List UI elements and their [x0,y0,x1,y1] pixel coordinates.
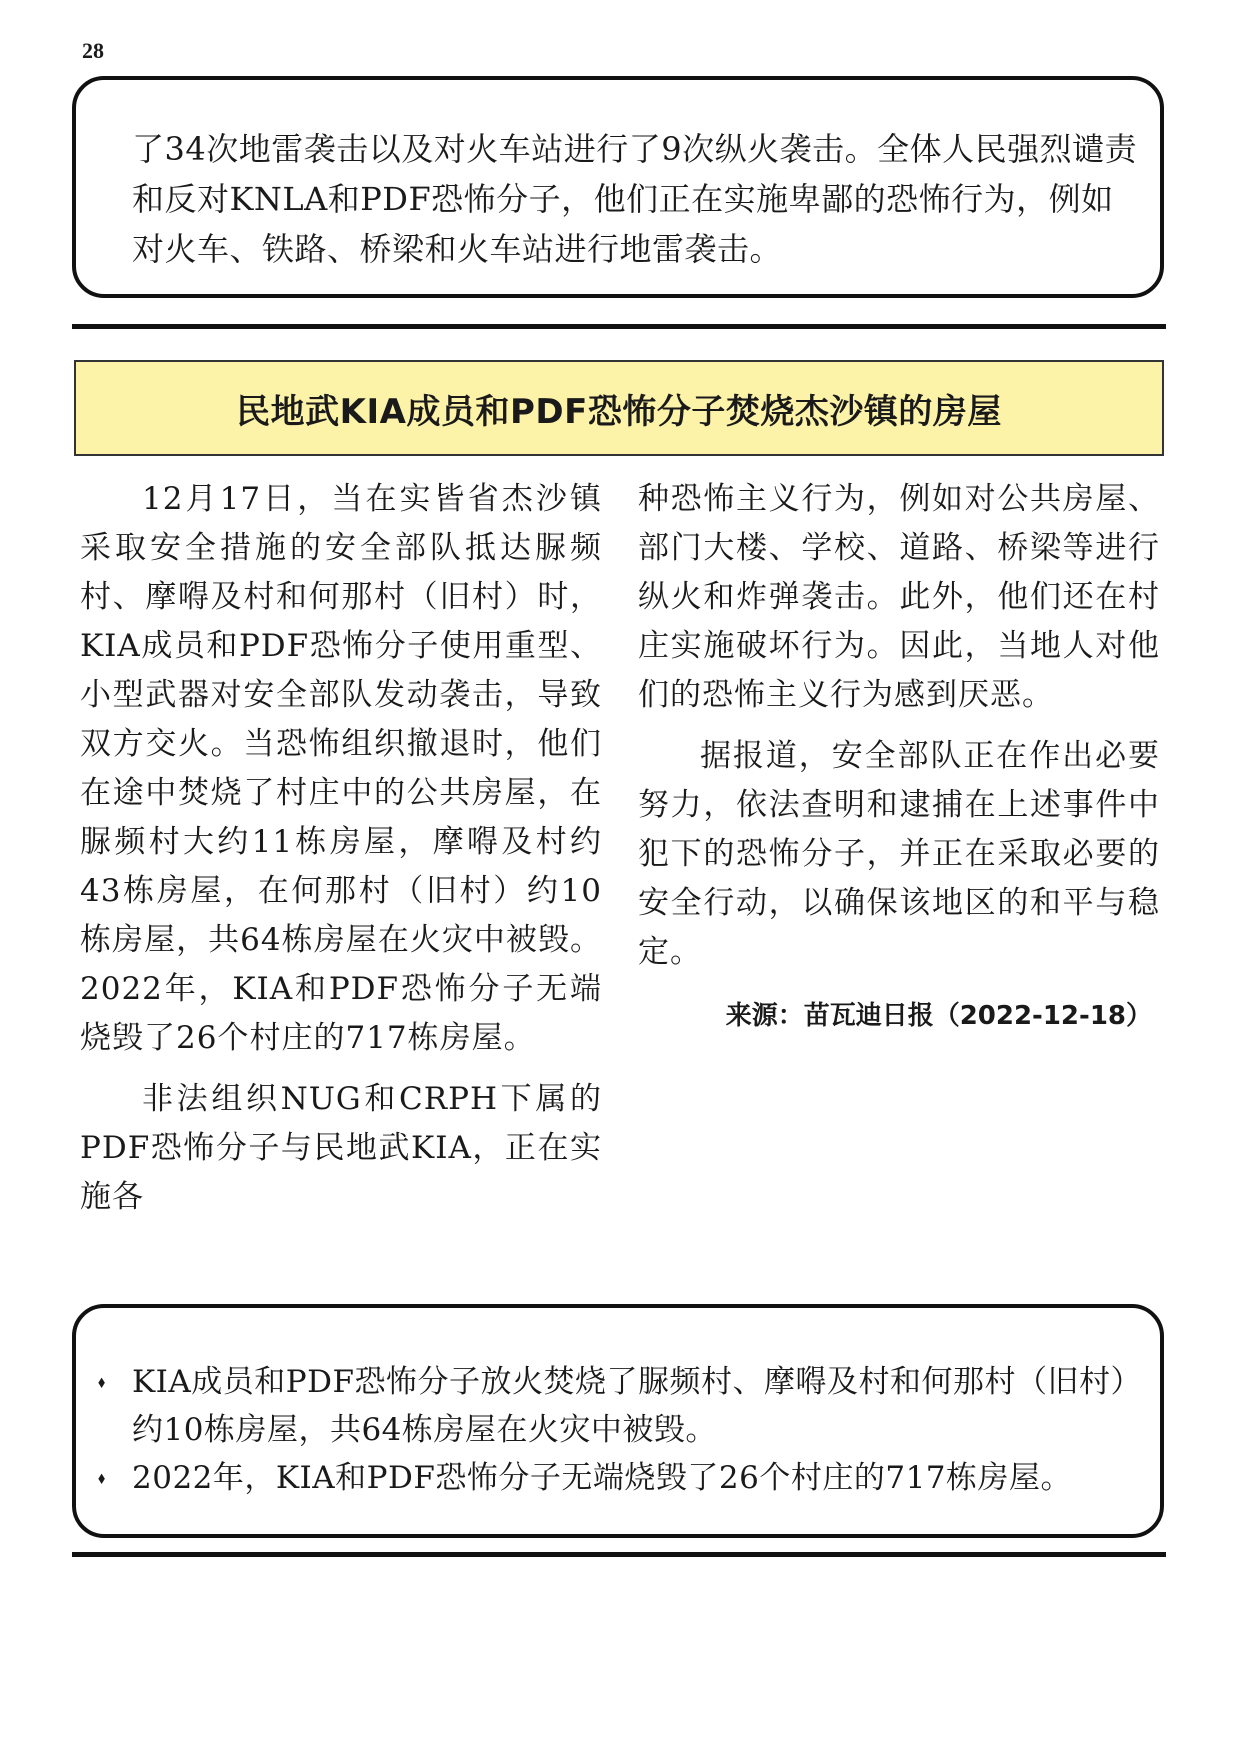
summary-item-text: 2022年，KIA和PDF恐怖分子无端烧毁了26个村庄的717栋房屋。 [132,1460,1073,1496]
diamond-bullet-icon: ⬧ [98,1372,106,1391]
summary-item-text: KIA成员和PDF恐怖分子放火焚烧了脲频村、摩嘚及村和何那村（旧村）约10栋房屋，共64栋房屋在火灾中被毁。 [132,1364,1127,1448]
article-source: 来源：苗瓦迪日报（2022-12-18） [725,1001,1152,1031]
summary-item [94,1358,1140,1454]
section-divider-top [72,324,1166,329]
continued-text-box [72,76,1164,298]
diamond-bullet-icon: ⬧ [98,1468,106,1487]
page-number: 28 [82,38,104,63]
headline-banner [74,360,1164,456]
summary-box [72,1304,1164,1538]
article-headline: 民地武KIA成员和PDF恐怖分子焚烧杰沙镇的房屋 [236,391,1002,432]
article-paragraph: 12月17日，当在实皆省杰沙镇采取安全措施的安全部队抵达脲频村、摩嘚及村和何那村（旧村）时，KIA成员和PDF恐怖分子使用重型、小型武器对安全部队发动袭击，导致双方交火。当恐怖组织撤退时，他们在途中焚烧了村庄中的公共房屋，在脲频村大约11栋房屋，摩嘚及村约43栋房屋，在何那村（旧村）约10栋房屋，共64栋房屋在火灾中被毁。2022年，KIA和PDF恐怖分子无端烧毁了26个村庄的717栋房屋。 [80,481,602,1056]
article-column-right [638,475,1160,1032]
article-paragraph: 非法组织NUG和CRPH下属的PDF恐怖分子与民地武KIA，正在实施各 [80,1081,602,1215]
article-paragraph: 据报道，安全部队正在作出必要努力，依法查明和逮捕在上述事件中犯下的恐怖分子，并正在采取必要的安全行动，以确保该地区的和平与稳定。 [638,738,1160,970]
summary-list [94,1358,1140,1502]
summary-item [94,1454,1140,1502]
continued-text: 了34次地雷袭击以及对火车站进行了9次纵火袭击。全体人民强烈谴责和反对KNLA和PDF恐怖分子，他们正在实施卑鄙的恐怖行为，例如对火车、铁路、桥梁和火车站进行地雷袭击。 [132,130,1138,268]
article-column-left [80,475,602,1234]
section-divider-bottom [72,1552,1166,1557]
article-paragraph-continued: 种恐怖主义行为，例如对公共房屋、部门大楼、学校、道路、桥梁等进行纵火和炸弹袭击。此外，他们还在村庄实施破坏行为。因此，当地人对他们的恐怖主义行为感到厌恶。 [638,481,1160,713]
